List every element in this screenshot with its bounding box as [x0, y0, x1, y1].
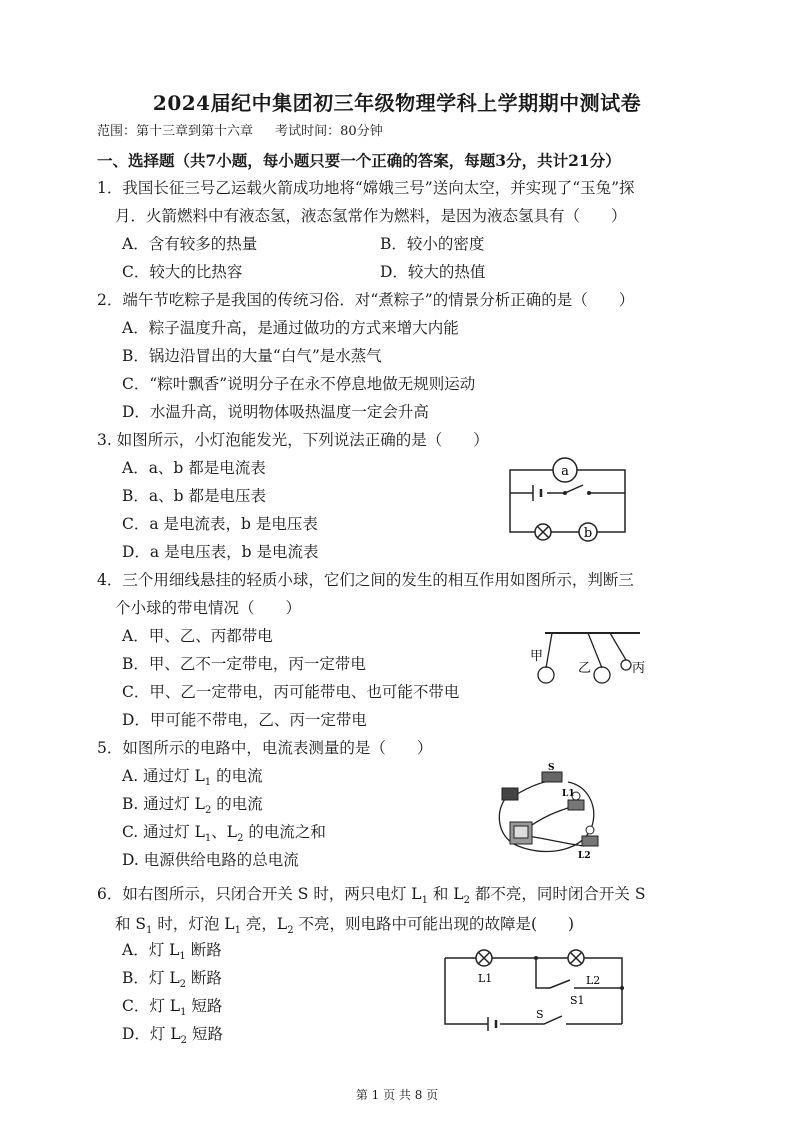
q6-circuit-figure — [440, 950, 630, 1032]
q6-switch1-label: S1 — [570, 994, 585, 1007]
q5-circuit-photo — [488, 763, 608, 862]
q5-option-b: B. 通过灯 $L_2$ 的电流 — [122, 795, 263, 817]
q2-option-a: A．粽子温度升高，是通过做功的方式来增大内能 — [122, 319, 459, 337]
q3-meter-b-label: b — [583, 526, 593, 541]
exam-scope: 范围：第十三章到第十六章 — [97, 124, 254, 139]
q5-switch-label: S — [548, 763, 555, 773]
q2-option-b: B．锅边沿冒出的大量“白气”是水蒸气 — [122, 347, 382, 365]
q1-option-b: B．较小的密度 — [380, 235, 485, 253]
exam-title: 2024届纪中集团初三年级物理学科上学期期中测试卷 — [152, 91, 642, 115]
q4-option-d: D．甲可能不带电，乙、丙一定带电 — [122, 711, 367, 729]
q5-option-c: C. 通过灯 $L_1$、$L_2$ 的电流之和 — [122, 823, 326, 845]
q1-line-2: 月．火箭燃料中有液态氢，液态氢常作为燃料，是因为液态氢具有（ ） — [115, 207, 627, 225]
q4-option-a: A．甲、乙、丙都带电 — [122, 627, 273, 645]
q1-option-a: A．含有较多的热量 — [122, 235, 258, 253]
exam-meta — [97, 120, 401, 139]
q4-line-1: 4．三个用细线悬挂的轻质小球，它们之间的发生的相互作用如图所示，判断三 — [97, 571, 634, 589]
q4-ball-yi-label: 乙 — [578, 661, 592, 676]
q3-line-1: 3. 如图所示，小灯泡能发光，下列说法正确的是（ ） — [97, 431, 489, 449]
q6-line-1: 6．如右图所示，只闭合开关 S 时，两只电灯 $L_1$ 和 $L_2$ 都不亮，同时闭合开关 S — [97, 885, 646, 907]
q5-lamp2-label: L2 — [578, 851, 591, 861]
q5-option-a: A. 通过灯 $L_1$ 的电流 — [122, 767, 263, 789]
q6-lamp2-label: L2 — [586, 974, 601, 987]
q4-option-b: B．甲、乙不一定带电，丙一定带电 — [122, 655, 366, 673]
q5-option-d: D. 电源供给电路的总电流 — [122, 851, 299, 869]
q3-circuit-figure — [505, 458, 635, 548]
q3-option-c: C．a 是电流表，b 是电压表 — [122, 515, 318, 533]
q3-option-b: B．a、b 都是电压表 — [122, 487, 266, 505]
q6-lamp1-label: L1 — [478, 972, 493, 985]
q6-line-2: 和 $S_1$ 时，灯泡 $L_1$ 亮，$L_2$ 不亮，则电路中可能出现的故障是( ) — [115, 915, 575, 937]
q6-option-a: A．灯 $L_1$ 断路 — [122, 941, 222, 963]
q6-option-d: D．灯 $L_2$ 短路 — [122, 1025, 223, 1047]
q4-ball-jia-label: 甲 — [530, 649, 544, 664]
q4-option-c: C．甲、乙一定带电，丙可能带电、也可能不带电 — [122, 683, 460, 701]
q4-ball-bing-label: 丙 — [632, 661, 646, 676]
q6-switch-label: S — [536, 1008, 544, 1021]
q2-line-1: 2．端午节吃粽子是我国的传统习俗．对“煮粽子”的情景分析正确的是（ ） — [97, 291, 635, 309]
q6-option-c: C．灯 $L_1$ 短路 — [122, 997, 223, 1019]
page-footer: 第 1 页 共 8 页 — [355, 1088, 439, 1102]
q1-option-d: D．较大的热值 — [380, 263, 486, 281]
q1-option-c: C．较大的比热容 — [122, 263, 243, 281]
q2-option-c: C．“粽叶飘香”说明分子在永不停息地做无规则运动 — [122, 375, 476, 393]
q6-option-b: B．灯 $L_2$ 断路 — [122, 969, 222, 991]
q4-balls-figure — [530, 628, 650, 692]
q2-option-d: D．水温升高，说明物体吸热温度一定会升高 — [122, 403, 429, 421]
q5-lamp1-label: L1 — [562, 789, 575, 799]
exam-time: 考试时间：80分钟 — [275, 124, 383, 139]
q3-option-a: A．a、b 都是电流表 — [122, 459, 266, 477]
section-heading: 一、选择题（共7小题，每小题只要一个正确的答案，每题3分，共计21分） — [97, 151, 621, 170]
q3-meter-a-label: a — [561, 464, 569, 479]
q1-line-1: 1．我国长征三号乙运载火箭成功地将“嫦娥三号”送向太空，并实现了“玉兔”探 — [97, 179, 635, 197]
q4-line-2: 个小球的带电情况（ ） — [115, 599, 302, 617]
q5-line-1: 5．如图所示的电路中，电流表测量的是（ ） — [97, 739, 433, 757]
q3-option-d: D．a 是电压表，b 是电流表 — [122, 543, 319, 561]
